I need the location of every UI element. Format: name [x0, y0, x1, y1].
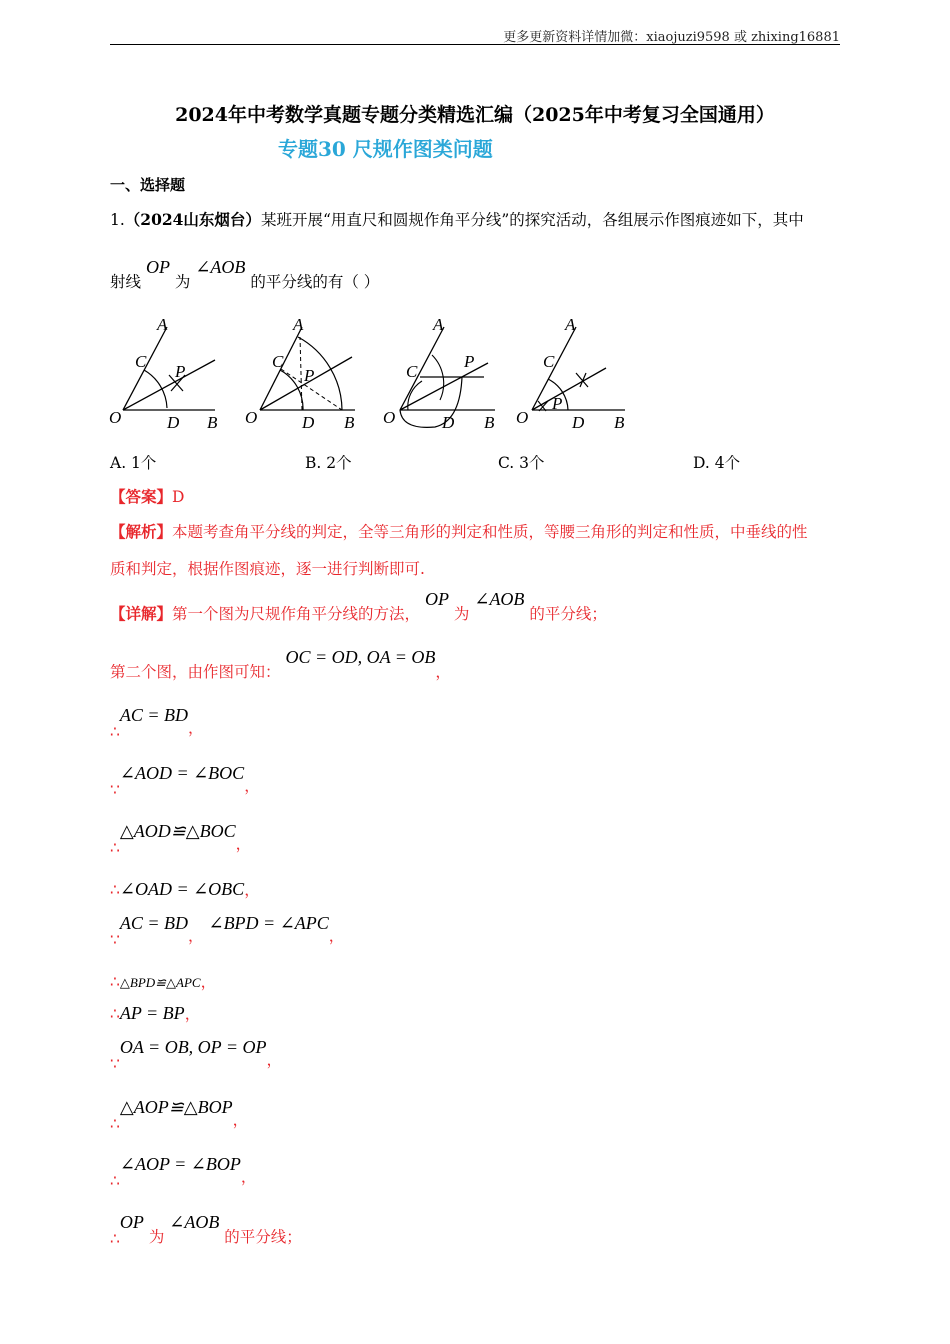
label-D: D: [167, 413, 180, 432]
option-d: D. 4个: [693, 454, 741, 472]
step-1: ∴AC = BD，: [110, 705, 204, 741]
math-angle-aob: ∠AOB: [195, 257, 246, 277]
label-D: D: [572, 413, 585, 432]
analysis-label: 【解析】: [110, 522, 173, 541]
label-B: B: [344, 413, 355, 432]
label-P: P: [304, 366, 315, 385]
label-D: D: [442, 413, 455, 432]
figure-1: [105, 315, 230, 435]
step-6: ∴△BPD≌△APC，: [110, 973, 217, 991]
answer-line: [110, 485, 184, 507]
label-B: B: [207, 413, 218, 432]
step-4: ∴∠OAD = ∠OBC，: [110, 879, 260, 899]
step-3: ∴△AOD≌△BOC，: [110, 821, 252, 857]
question-text: 某班开展“用直尺和圆规作角平分线”的探究活动，各组展示作图痕迹如下，其中: [260, 211, 804, 229]
option-b: B. 2个: [305, 454, 352, 472]
label-C: C: [135, 352, 147, 371]
question-number: 1.: [110, 211, 125, 229]
analysis-line-1: 【解析】本题考查角平分线的判定，全等三角形的判定和性质，等腰三角形的判定和性质，中垂线的性: [110, 522, 808, 541]
label-P: P: [464, 352, 475, 371]
label-O: O: [109, 408, 122, 427]
label-C: C: [543, 352, 555, 371]
label-A: A: [565, 315, 576, 334]
question-line-1: [110, 208, 804, 230]
label-O: O: [245, 408, 258, 427]
step-9: ∴△AOP≌△BOP，: [110, 1097, 249, 1133]
header-divider: [110, 44, 840, 45]
detail-line-2: 第二个图，由作图可知： OC = OD, OA = OB，: [110, 647, 451, 681]
label-C: C: [272, 352, 284, 371]
topic-subtitle: 专题30 尺规作图类问题: [278, 137, 493, 161]
label-C: C: [406, 362, 418, 381]
option-a: A. 1个: [110, 454, 157, 472]
page-header-text: 更多更新资料详情加微：xiaojuzi9598 或 zhixing16881: [503, 30, 840, 45]
question-source: （2024山东烟台）: [124, 210, 261, 229]
step-5: ∵AC = BD， ∠BPD = ∠APC，: [110, 913, 345, 949]
detail-label: 【详解】: [110, 604, 173, 623]
step-10: ∴∠AOP = ∠BOP，: [110, 1154, 257, 1190]
label-B: B: [614, 413, 625, 432]
step-8: ∵OA = OB, OP = OP，: [110, 1037, 283, 1073]
label-A: A: [157, 315, 168, 334]
step-11: ∴OP 为 ∠AOB 的平分线；: [110, 1212, 302, 1248]
question-line-2: 射线 OP 为 ∠AOB 的平分线的有（ ）: [110, 257, 380, 291]
label-P: P: [552, 394, 563, 413]
label-B: B: [484, 413, 495, 432]
option-c: C. 3个: [498, 454, 545, 472]
label-D: D: [302, 413, 315, 432]
figure-4: [510, 315, 635, 435]
figure-2: [240, 315, 370, 435]
label-O: O: [516, 408, 529, 427]
label-P: P: [175, 362, 186, 381]
label-O: O: [383, 408, 396, 427]
analysis-line-2: 质和判定，根据作图痕迹，逐一进行判断即可.: [110, 560, 425, 578]
answer-label: 【答案】: [110, 487, 173, 506]
section-heading: 一、选择题: [110, 176, 186, 194]
detail-line-1: 【详解】第一个图为尺规作角平分线的方法， OP 为 ∠AOB 的平分线；: [110, 589, 607, 623]
label-A: A: [293, 315, 304, 334]
math-op: OP: [145, 257, 170, 277]
step-7: ∴AP = BP，: [110, 1003, 201, 1023]
document-title: 2024年中考数学真题专题分类精选汇编（2025年中考复习全国通用）: [175, 104, 775, 126]
answer-value: D: [172, 488, 185, 506]
step-2: ∵∠AOD = ∠BOC，: [110, 763, 260, 799]
label-A: A: [433, 315, 444, 334]
figure-3: [380, 315, 510, 435]
